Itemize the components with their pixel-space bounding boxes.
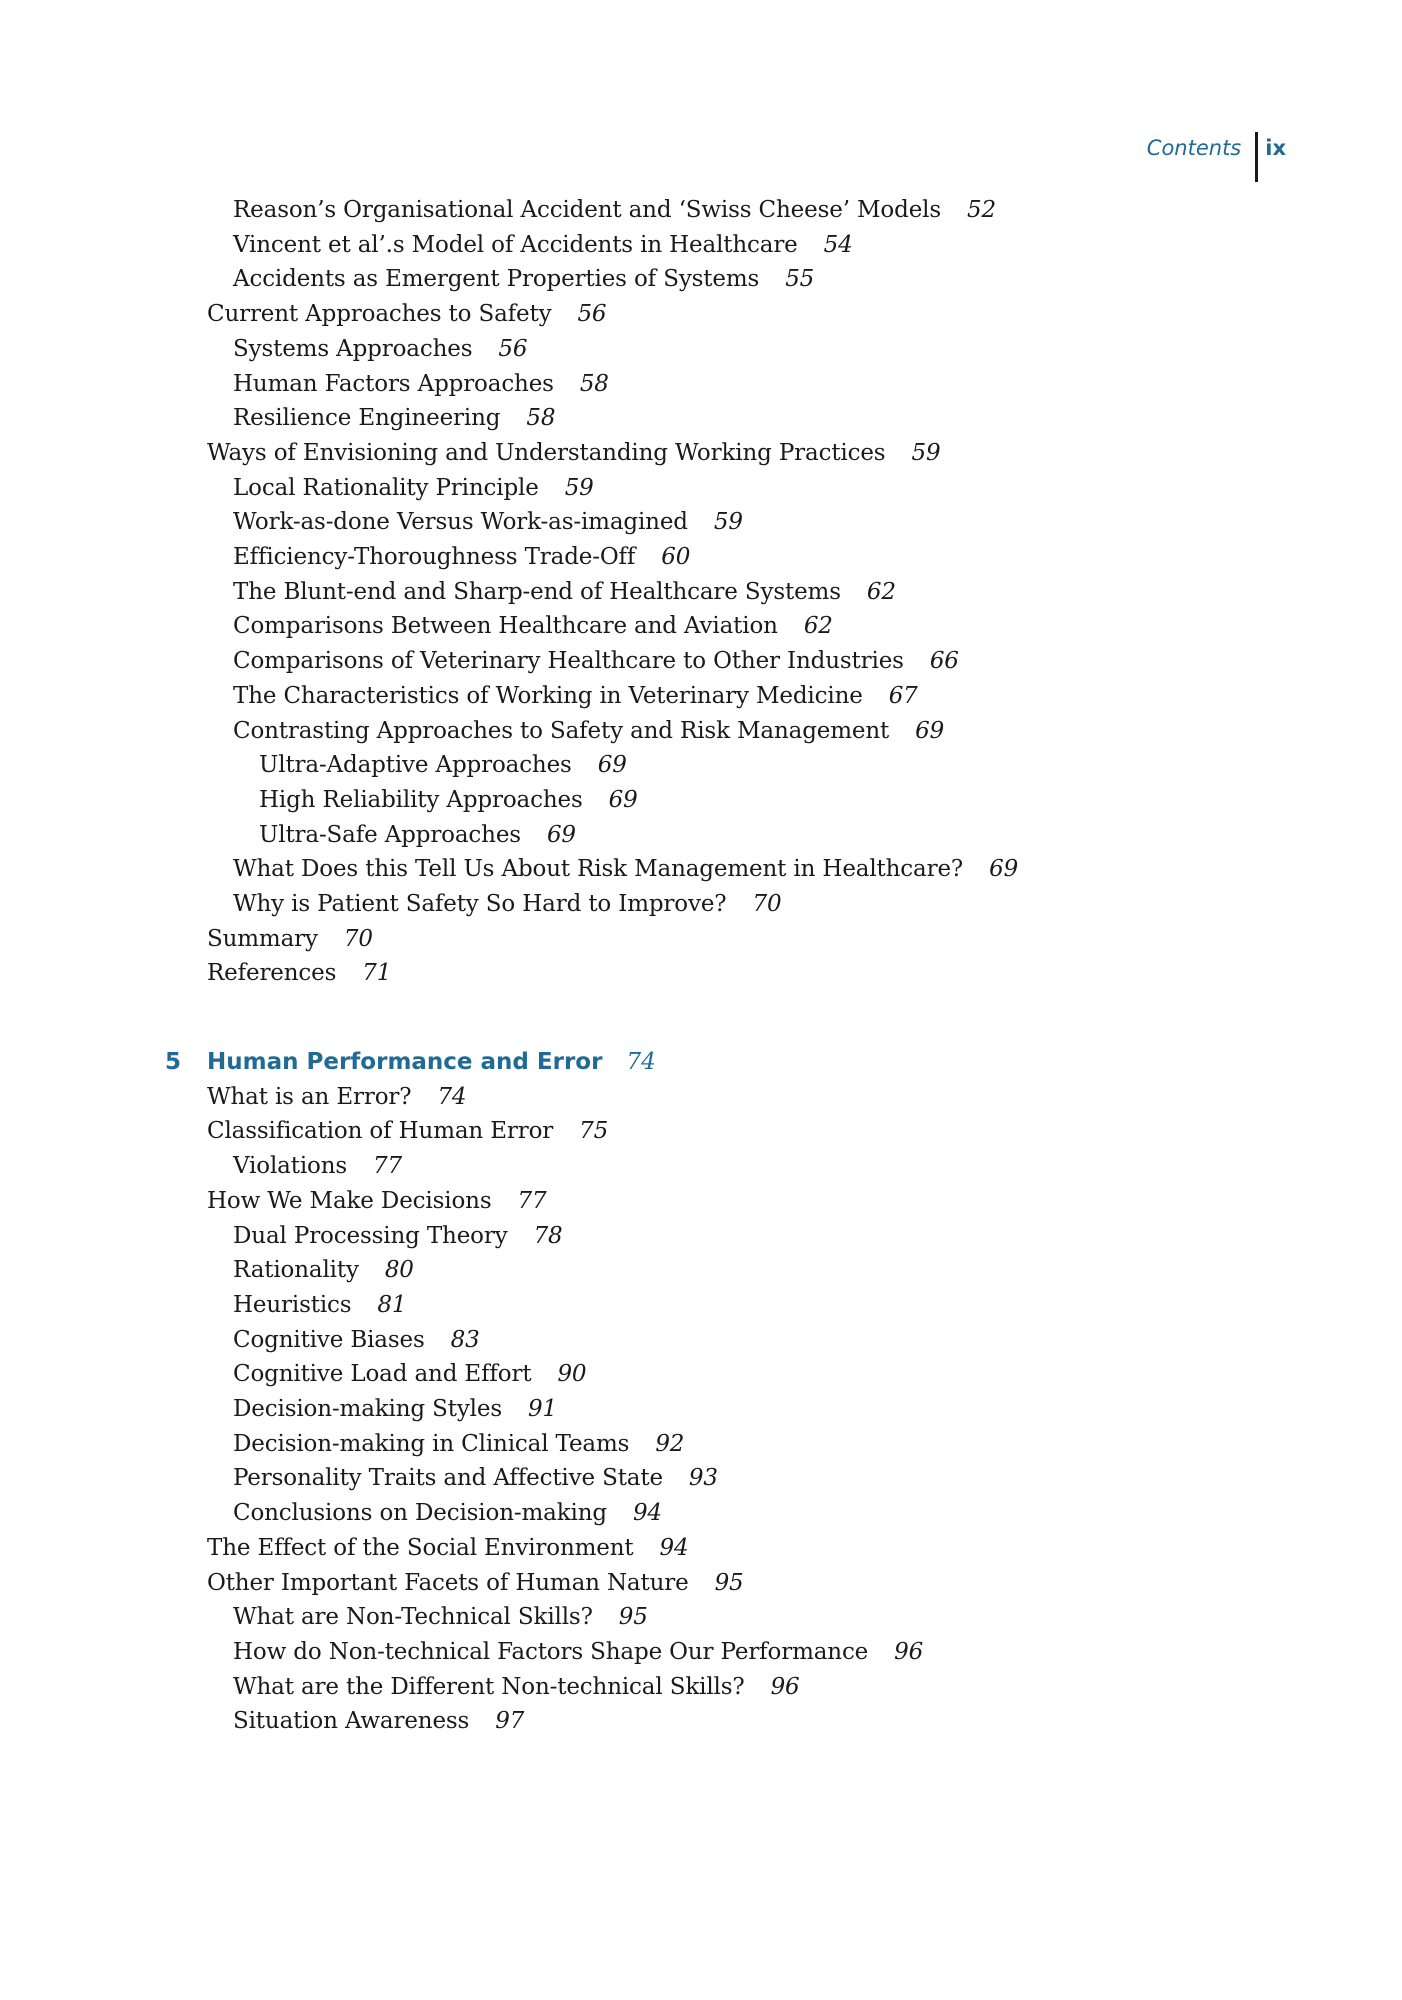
toc-entry-title: The Effect of the Social Environment (207, 1534, 634, 1561)
toc-entry-page-number: 59 (911, 439, 941, 466)
toc-entry-page-number: 94 (659, 1534, 689, 1561)
toc-entry-level-2[interactable] (233, 195, 996, 225)
toc-entry-page-number: 66 (929, 648, 959, 675)
toc-entry-level-2[interactable] (233, 264, 814, 294)
toc-entry-level-2[interactable] (233, 1151, 402, 1181)
toc-entry-title: How do Non-technical Factors Shape Our Performance (233, 1638, 869, 1665)
toc-entry-page-number: 59 (564, 474, 594, 501)
toc-entry-title: Work-as-done Versus Work-as-imagined (233, 509, 688, 536)
toc-entry-title: What is an Error? (207, 1083, 412, 1110)
toc-entry-page-number: 56 (498, 335, 528, 362)
running-head-label: Contents (1146, 136, 1242, 160)
toc-entry-title: Human Factors Approaches (233, 370, 554, 397)
toc-entry-title: Ways of Envisioning and Understanding Working Practices (207, 439, 886, 466)
toc-entry-level-2[interactable] (233, 681, 918, 711)
toc-entry-page-number: 52 (967, 197, 996, 223)
toc-entry-title: Violations (233, 1153, 348, 1180)
toc-entry-title: Ultra-Safe Approaches (259, 821, 521, 848)
toc-entry-level-2[interactable] (233, 1637, 923, 1667)
toc-entry-title: Systems Approaches (233, 335, 473, 362)
toc-entry-title: Comparisons of Veterinary Healthcare to Other Industries (233, 648, 904, 675)
toc-entry-page-number: 74 (437, 1083, 467, 1110)
toc-entry-level-2[interactable] (233, 716, 944, 746)
toc-entry-page-number: 70 (752, 891, 782, 917)
toc-entry-level-3[interactable] (259, 820, 576, 850)
toc-entry-page-number: 94 (632, 1500, 662, 1527)
toc-entry-page-number: 54 (823, 231, 853, 258)
toc-entry-level-2[interactable] (233, 1325, 480, 1355)
toc-entry-page-number: 97 (495, 1708, 525, 1735)
toc-entry-level-2[interactable] (233, 1602, 648, 1632)
table-of-contents (0, 195, 1402, 1735)
toc-entry-title: What are the Different Non-technical Skills? (233, 1673, 745, 1700)
toc-entry-title: Contrasting Approaches to Safety and Risk Management (233, 717, 890, 744)
toc-entry-level-2[interactable] (233, 1672, 800, 1702)
toc-entry-page-number: 80 (384, 1257, 414, 1284)
toc-entry-page-number: 69 (546, 821, 576, 848)
toc-entry-level-2[interactable] (233, 1429, 684, 1459)
toc-entry-level-3[interactable] (259, 785, 638, 815)
toc-entry-title: Ultra-Adaptive Approaches (259, 752, 572, 779)
toc-entry-title: The Characteristics of Working in Veterinary Medicine (233, 682, 863, 709)
toc-entry-title: What Does this Tell Us About Risk Management in Healthcare? (233, 856, 964, 883)
toc-entry-level-1[interactable] (207, 1568, 744, 1598)
toc-entry-title: Decision-making Styles (233, 1396, 503, 1422)
toc-entry-page-number: 77 (517, 1187, 547, 1214)
toc-entry-title: Heuristics (233, 1291, 352, 1318)
toc-entry-page-number: 78 (533, 1222, 563, 1249)
toc-entry-level-3[interactable] (259, 750, 627, 780)
toc-entry-level-2[interactable] (233, 507, 743, 537)
toc-entry-page-number: 81 (377, 1291, 407, 1318)
toc-entry-title: Resilience Engineering (233, 405, 501, 432)
toc-entry-level-2[interactable] (233, 334, 527, 364)
toc-entry-page-number: 69 (915, 717, 945, 744)
toc-entry-level-1[interactable] (207, 438, 940, 468)
toc-entry-page-number: 60 (661, 544, 691, 570)
toc-entry-title: Comparisons Between Healthcare and Aviation (233, 613, 778, 640)
toc-entry-level-2[interactable] (233, 1255, 414, 1285)
toc-entry-title: Other Important Facets of Human Nature (207, 1569, 689, 1596)
toc-entry-title: References (207, 960, 337, 987)
toc-entry-page-number: 62 (866, 578, 896, 605)
toc-entry-page-number: 92 (655, 1430, 685, 1457)
toc-entry-level-2[interactable] (233, 1706, 524, 1736)
toc-entry-title: Vincent et al’.s Model of Accidents in Healthcare (233, 231, 798, 258)
toc-entry-page-number: 83 (450, 1326, 480, 1353)
toc-entry-title: High Reliability Approaches (259, 786, 583, 813)
toc-entry-page-number: 56 (577, 301, 607, 328)
toc-entry-page-number: 59 (713, 509, 743, 536)
chapter-page-number: 74 (626, 1049, 656, 1075)
toc-entry-page-number: 91 (528, 1396, 557, 1422)
toc-entry-level-1[interactable] (207, 299, 606, 329)
toc-entry-level-2[interactable] (233, 1498, 662, 1528)
toc-entry-page-number: 69 (989, 856, 1019, 883)
toc-entry-page-number: 67 (888, 682, 918, 709)
toc-entry-title: Personality Traits and Affective State (233, 1465, 663, 1492)
toc-entry-page-number: 93 (688, 1465, 718, 1492)
chapter-heading[interactable] (165, 1047, 656, 1077)
toc-entry-title: Cognitive Biases (233, 1326, 425, 1353)
toc-entry-level-2[interactable] (233, 646, 959, 676)
toc-entry-page-number: 62 (803, 613, 833, 640)
toc-entry-level-1[interactable] (207, 1082, 466, 1112)
toc-entry-level-2[interactable] (233, 1359, 586, 1389)
toc-entry-level-2[interactable] (233, 889, 781, 919)
toc-entry-title: Local Rationality Principle (233, 474, 539, 501)
toc-entry-level-2[interactable] (233, 1221, 563, 1251)
toc-entry-page-number: 58 (526, 405, 556, 432)
toc-entry-level-2[interactable] (233, 230, 853, 260)
toc-entry-title: Cognitive Load and Effort (233, 1361, 532, 1388)
toc-entry-page-number: 58 (579, 370, 609, 397)
toc-entry-level-2[interactable] (233, 1290, 406, 1320)
toc-entry-level-1[interactable] (207, 924, 373, 954)
toc-entry-title: How We Make Decisions (207, 1187, 492, 1214)
toc-entry-page-number: 71 (362, 960, 392, 987)
toc-entry-page-number: 96 (770, 1673, 800, 1700)
toc-entry-level-2[interactable] (233, 1394, 557, 1424)
toc-entry-page-number: 55 (785, 266, 815, 293)
toc-entry-title: Reason’s Organisational Accident and ‘Swiss Cheese’ Models (233, 197, 942, 223)
toc-entry-title: Why is Patient Safety So Hard to Improve? (233, 891, 727, 917)
chapter-number: 5 (165, 1049, 182, 1075)
toc-entry-title: Efficiency-Thoroughness Trade-Off (233, 544, 636, 570)
chapter-title: Human Performance and Error (207, 1049, 603, 1075)
toc-entry-title: Accidents as Emergent Properties of Systems (233, 266, 760, 293)
toc-entry-level-2[interactable] (233, 369, 609, 399)
toc-entry-page-number: 95 (714, 1569, 744, 1596)
toc-entry-page-number: 69 (597, 752, 627, 779)
toc-entry-page-number: 75 (579, 1118, 609, 1145)
toc-entry-level-2[interactable] (233, 403, 555, 433)
toc-entry-level-2[interactable] (233, 611, 833, 641)
toc-entry-level-2[interactable] (233, 542, 690, 572)
toc-entry-level-1[interactable] (207, 1533, 688, 1563)
toc-entry-page-number: 77 (373, 1153, 403, 1180)
toc-entry-page-number: 95 (618, 1604, 648, 1631)
toc-entry-level-2[interactable] (233, 577, 896, 607)
toc-entry-page-number: 96 (894, 1638, 924, 1665)
toc-entry-title: Situation Awareness (233, 1708, 470, 1735)
running-head (1147, 132, 1286, 182)
toc-entry-level-1[interactable] (207, 1186, 546, 1216)
toc-entry-title: Classification of Human Error (207, 1118, 554, 1145)
toc-entry-page-number: 70 (343, 925, 373, 952)
toc-entry-title: Decision-making in Clinical Teams (233, 1430, 630, 1457)
toc-entry-level-2[interactable] (233, 854, 1018, 884)
toc-entry-title: What are Non-Technical Skills? (233, 1604, 593, 1631)
running-head-page-number: ix (1265, 136, 1286, 160)
toc-entry-level-1[interactable] (207, 958, 391, 988)
toc-entry-title: The Blunt-end and Sharp-end of Healthcare Systems (233, 578, 841, 605)
toc-entry-page-number: 69 (608, 786, 638, 813)
toc-entry-title: Dual Processing Theory (233, 1222, 508, 1249)
toc-entry-level-2[interactable] (233, 473, 594, 503)
toc-entry-title: Rationality (233, 1257, 359, 1284)
toc-entry-title: Current Approaches to Safety (207, 301, 552, 328)
toc-entry-level-1[interactable] (207, 1116, 608, 1146)
toc-entry-page-number: 90 (557, 1361, 587, 1388)
toc-entry-title: Summary (207, 925, 318, 952)
toc-entry-level-2[interactable] (233, 1463, 718, 1493)
toc-entry-title: Conclusions on Decision-making (233, 1500, 607, 1527)
